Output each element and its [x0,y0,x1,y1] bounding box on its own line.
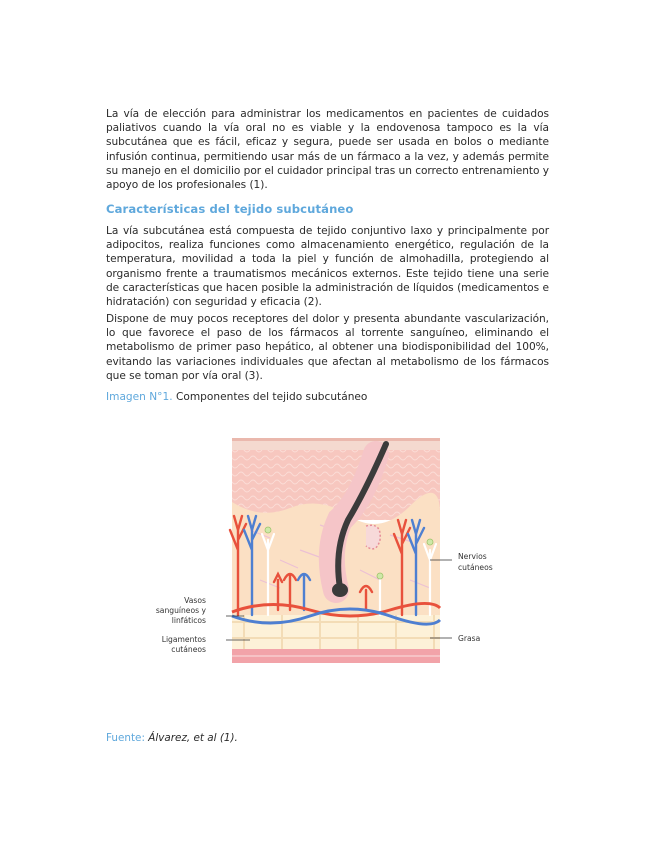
label-nerves-line1: Nervios [458,552,487,561]
source-tag: Fuente: [106,732,145,744]
figure-caption [106,391,367,403]
label-nerves-line2: cutáneos [458,563,493,572]
caption-tag: Imagen N°1. [106,391,173,403]
label-ligaments-line1: Ligamentos [161,635,206,644]
stratum-line [232,438,440,441]
label-vessels-line1: Vasos [184,596,206,605]
label-fat: Grasa [458,634,481,643]
fat-layer [232,615,440,649]
label-ligaments-line2: cutáneos [171,645,206,654]
label-vessels-line2: sanguíneos y [155,606,206,615]
body-paragraph-1: La vía subcutánea está compuesta de tejido conjuntivo laxo y principalmente por adipocitos, realiza funciones como almacenamiento energético, regulación de la temperatura, movilidad a toda la piel y función de almohadilla, protegiendo al organismo frente a traumatismos mecánicos externos. Este tejido tiene una serie de características que hacen posible la administración de líquidos (medicamentos e hidratación) con seguridad y eficacia (2). [106,225,549,309]
source-text: Álvarez, et al (1). [148,732,238,744]
intro-paragraph: La vía de elección para administrar los medicamentos en pacientes de cuidados paliativos cuando la vía oral no es viable y la endovenosa tampoco es la vía subcutánea que es fácil, eficaz y segura, puede ser usada en bolos o mediante infusión continua, permitiendo usar más de un fármaco a la vez, y además permite su manejo en el domicilio por el cuidador principal tras un correcto entrenamiento y apoyo de los profesionales (1). [106,108,549,192]
muscle-line [232,655,440,657]
caption-text: Componentes del tejido subcutáneo [175,391,368,403]
body-paragraph-2: Dispone de muy pocos receptores del dolor y presenta abundante vascularización, lo que favorece el paso de los fármacos al torrente sanguíneo, eliminando el metabolismo de primer paso hepático, al obtener una biodisponibilidad del 100%, evitando las variaciones individuales que afectan al metabolismo de los fármacos que se toman por vía oral (3). [106,313,549,382]
section-heading: Características del tejido subcutáneo [106,202,354,216]
hair-bulb [332,583,348,597]
label-vessels-line3: linfáticos [171,616,206,625]
figure-source [106,732,238,744]
subcutaneous-tissue-illustration [130,430,510,670]
